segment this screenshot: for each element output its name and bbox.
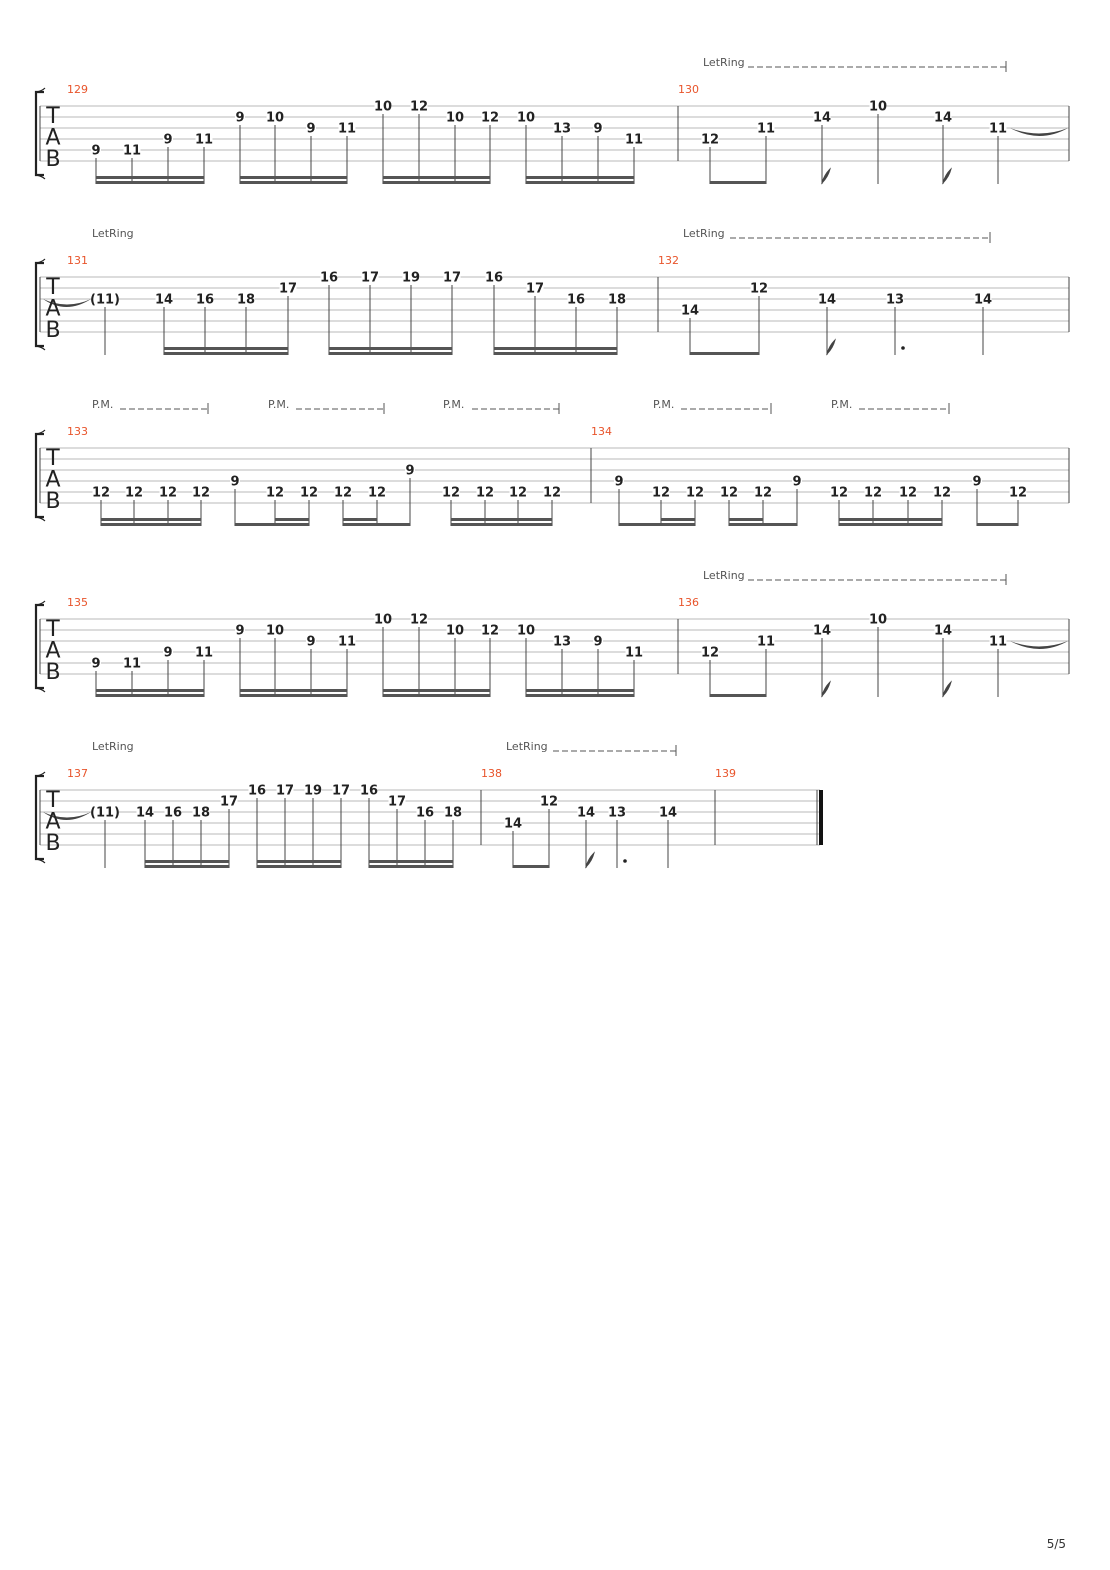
tab-clef-letter: B xyxy=(45,147,61,172)
fret-number: 10 xyxy=(265,623,285,639)
fret-number: 12 xyxy=(367,485,387,501)
tab-clef-letter: B xyxy=(45,831,61,856)
tab-clef-letter: A xyxy=(45,125,61,151)
beam xyxy=(839,523,942,526)
beam-secondary xyxy=(101,518,201,521)
fret-number: 10 xyxy=(445,110,465,126)
fret-number: 12 xyxy=(651,485,671,501)
beam xyxy=(383,181,490,184)
fret-number: 12 xyxy=(441,485,461,501)
fret-number: 16 xyxy=(566,292,586,308)
fret-number: 9 xyxy=(163,645,173,661)
measure-number: 131 xyxy=(67,254,88,267)
fret-number: 16 xyxy=(415,805,435,821)
tab-clef-letter: A xyxy=(45,467,61,493)
tab-clef-letter: B xyxy=(45,318,61,343)
beam-secondary xyxy=(494,347,617,350)
beam xyxy=(977,523,1018,526)
annotation-label: P.M. xyxy=(443,398,465,411)
measure-number: 133 xyxy=(67,425,88,438)
note-flag xyxy=(586,853,594,867)
fret-number: 10 xyxy=(516,623,536,639)
annotation-label: P.M. xyxy=(653,398,675,411)
tie-arc xyxy=(1010,128,1068,136)
note-flag xyxy=(822,169,830,183)
fret-number: 17 xyxy=(275,783,295,799)
fret-number: 12 xyxy=(700,645,720,661)
fret-number: 17 xyxy=(525,281,545,297)
fret-number: 10 xyxy=(445,623,465,639)
final-barline-thick xyxy=(819,790,823,845)
fret-number: 17 xyxy=(331,783,351,799)
fret-number: 10 xyxy=(265,110,285,126)
beam-secondary xyxy=(661,518,695,521)
fret-number: 14 xyxy=(154,292,174,308)
fret-number: 12 xyxy=(265,485,285,501)
fret-number: 11 xyxy=(988,634,1008,650)
tab-clef-letter: A xyxy=(45,296,61,322)
fret-number: 17 xyxy=(278,281,298,297)
annotation-label: LetRing xyxy=(703,569,745,582)
fret-number: (11) xyxy=(90,805,120,821)
fret-number: 18 xyxy=(607,292,627,308)
fret-number: 16 xyxy=(195,292,215,308)
fret-number: 9 xyxy=(306,634,316,650)
fret-number: 9 xyxy=(593,121,603,137)
fret-number: 12 xyxy=(409,99,429,115)
fret-number: 11 xyxy=(337,121,357,137)
measure-number: 130 xyxy=(678,83,699,96)
measure-number: 129 xyxy=(67,83,88,96)
beam xyxy=(526,694,634,697)
fret-number: 12 xyxy=(719,485,739,501)
beam xyxy=(96,181,204,184)
tab-clef-letter: T xyxy=(46,104,60,129)
tab-clef-letter: B xyxy=(45,660,61,685)
fret-number: 12 xyxy=(863,485,883,501)
fret-number: (11) xyxy=(90,292,120,308)
beam xyxy=(383,694,490,697)
fret-number: 18 xyxy=(443,805,463,821)
annotation-label: LetRing xyxy=(683,227,725,240)
beam-secondary xyxy=(275,518,309,521)
fret-number: 11 xyxy=(122,656,142,672)
fret-number: 12 xyxy=(480,110,500,126)
fret-number: 14 xyxy=(933,110,953,126)
beam-secondary xyxy=(383,176,490,179)
measure-number: 139 xyxy=(715,767,736,780)
beam xyxy=(710,181,766,184)
fret-number: 17 xyxy=(360,270,380,286)
annotation-label: P.M. xyxy=(92,398,114,411)
beam-secondary xyxy=(343,518,377,521)
fret-number: 12 xyxy=(475,485,495,501)
beam xyxy=(710,694,766,697)
fret-number: 12 xyxy=(480,623,500,639)
annotation-label: LetRing xyxy=(506,740,548,753)
fret-number: 9 xyxy=(972,474,982,490)
measure-number: 134 xyxy=(591,425,612,438)
tab-clef-letter: A xyxy=(45,809,61,835)
fret-number: 10 xyxy=(516,110,536,126)
fret-number: 9 xyxy=(235,623,245,639)
fret-number: 13 xyxy=(552,121,572,137)
fret-number: 12 xyxy=(829,485,849,501)
tab-clef-letter: A xyxy=(45,638,61,664)
fret-number: 12 xyxy=(685,485,705,501)
fret-number: 11 xyxy=(624,132,644,148)
rhythm-dot xyxy=(623,859,627,863)
fret-number: 12 xyxy=(158,485,178,501)
fret-number: 9 xyxy=(792,474,802,490)
fret-number: 12 xyxy=(333,485,353,501)
fret-number: 9 xyxy=(593,634,603,650)
beam-secondary xyxy=(257,860,341,863)
beam xyxy=(240,181,347,184)
fret-number: 18 xyxy=(236,292,256,308)
beam-secondary xyxy=(839,518,942,521)
fret-number: 12 xyxy=(1008,485,1028,501)
annotation-label: LetRing xyxy=(92,740,134,753)
beam xyxy=(145,865,229,868)
fret-number: 11 xyxy=(122,143,142,159)
beam xyxy=(369,865,453,868)
fret-number: 10 xyxy=(868,99,888,115)
beam xyxy=(343,523,410,526)
fret-number: 11 xyxy=(337,634,357,650)
measure-number: 135 xyxy=(67,596,88,609)
beam xyxy=(451,523,552,526)
fret-number: 14 xyxy=(812,110,832,126)
fret-number: 12 xyxy=(91,485,111,501)
fret-number: 19 xyxy=(303,783,323,799)
beam-secondary xyxy=(96,176,204,179)
fret-number: 13 xyxy=(552,634,572,650)
beam-secondary xyxy=(729,518,763,521)
fret-number: 11 xyxy=(624,645,644,661)
fret-number: 12 xyxy=(191,485,211,501)
beam xyxy=(240,694,347,697)
fret-number: 11 xyxy=(756,121,776,137)
beam xyxy=(690,352,759,355)
measure-number: 137 xyxy=(67,767,88,780)
fret-number: 16 xyxy=(319,270,339,286)
beam xyxy=(513,865,549,868)
beam-secondary xyxy=(240,176,347,179)
note-flag xyxy=(943,682,951,696)
beam xyxy=(96,694,204,697)
fret-number: 11 xyxy=(988,121,1008,137)
fret-number: 13 xyxy=(607,805,627,821)
fret-number: 9 xyxy=(614,474,624,490)
tab-clef-letter: T xyxy=(46,617,60,642)
fret-number: 12 xyxy=(753,485,773,501)
tab-clef-letter: T xyxy=(46,446,60,471)
tab-clef-letter: B xyxy=(45,489,61,514)
fret-number: 9 xyxy=(91,656,101,672)
fret-number: 17 xyxy=(442,270,462,286)
measure-number: 138 xyxy=(481,767,502,780)
note-flag xyxy=(822,682,830,696)
beam-secondary xyxy=(96,689,204,692)
fret-number: 12 xyxy=(542,485,562,501)
fret-number: 9 xyxy=(91,143,101,159)
beam xyxy=(494,352,617,355)
fret-number: 16 xyxy=(163,805,183,821)
fret-number: 18 xyxy=(191,805,211,821)
fret-number: 12 xyxy=(539,794,559,810)
beam xyxy=(101,523,201,526)
fret-number: 12 xyxy=(508,485,528,501)
fret-number: 10 xyxy=(373,99,393,115)
fret-number: 12 xyxy=(898,485,918,501)
fret-number: 9 xyxy=(230,474,240,490)
note-flag xyxy=(943,169,951,183)
annotation-label: LetRing xyxy=(703,56,745,69)
tab-system-3 xyxy=(36,403,1069,526)
beam xyxy=(619,523,695,526)
beam xyxy=(235,523,309,526)
tie-arc xyxy=(1010,641,1068,649)
annotation-label: LetRing xyxy=(92,227,134,240)
fret-number: 14 xyxy=(812,623,832,639)
fret-number: 14 xyxy=(576,805,596,821)
measure-number: 136 xyxy=(678,596,699,609)
fret-number: 12 xyxy=(409,612,429,628)
beam-secondary xyxy=(526,176,634,179)
fret-number: 12 xyxy=(749,281,769,297)
fret-number: 12 xyxy=(299,485,319,501)
fret-number: 11 xyxy=(194,645,214,661)
beam-secondary xyxy=(240,689,347,692)
beam xyxy=(257,865,341,868)
beam-secondary xyxy=(369,860,453,863)
beam xyxy=(164,352,288,355)
fret-number: 16 xyxy=(484,270,504,286)
beam xyxy=(526,181,634,184)
measure-number: 132 xyxy=(658,254,679,267)
fret-number: 12 xyxy=(932,485,952,501)
fret-number: 14 xyxy=(135,805,155,821)
fret-number: 17 xyxy=(219,794,239,810)
fret-number: 14 xyxy=(973,292,993,308)
fret-number: 14 xyxy=(817,292,837,308)
fret-number: 11 xyxy=(194,132,214,148)
fret-number: 14 xyxy=(933,623,953,639)
fret-number: 9 xyxy=(405,463,415,479)
fret-number: 10 xyxy=(868,612,888,628)
fret-number: 14 xyxy=(680,303,700,319)
beam-secondary xyxy=(383,689,490,692)
beam-secondary xyxy=(526,689,634,692)
fret-number: 13 xyxy=(885,292,905,308)
tab-clef-letter: T xyxy=(46,788,60,813)
fret-number: 9 xyxy=(235,110,245,126)
fret-number: 9 xyxy=(163,132,173,148)
annotation-label: P.M. xyxy=(268,398,290,411)
fret-number: 16 xyxy=(247,783,267,799)
fret-number: 17 xyxy=(387,794,407,810)
fret-number: 9 xyxy=(306,121,316,137)
beam-secondary xyxy=(145,860,229,863)
fret-number: 16 xyxy=(359,783,379,799)
beam xyxy=(729,523,797,526)
fret-number: 14 xyxy=(658,805,678,821)
beam-secondary xyxy=(451,518,552,521)
rhythm-dot xyxy=(901,346,905,350)
beam-secondary xyxy=(164,347,288,350)
fret-number: 10 xyxy=(373,612,393,628)
fret-number: 14 xyxy=(503,816,523,832)
beam xyxy=(329,352,452,355)
beam-secondary xyxy=(329,347,452,350)
tab-system-2 xyxy=(36,232,1069,355)
fret-number: 12 xyxy=(124,485,144,501)
annotation-label: P.M. xyxy=(831,398,853,411)
page-number: 5/5 xyxy=(1046,1537,1066,1551)
tab-clef-letter: T xyxy=(46,275,60,300)
note-flag xyxy=(827,340,835,354)
fret-number: 12 xyxy=(700,132,720,148)
fret-number: 11 xyxy=(756,634,776,650)
fret-number: 19 xyxy=(401,270,421,286)
